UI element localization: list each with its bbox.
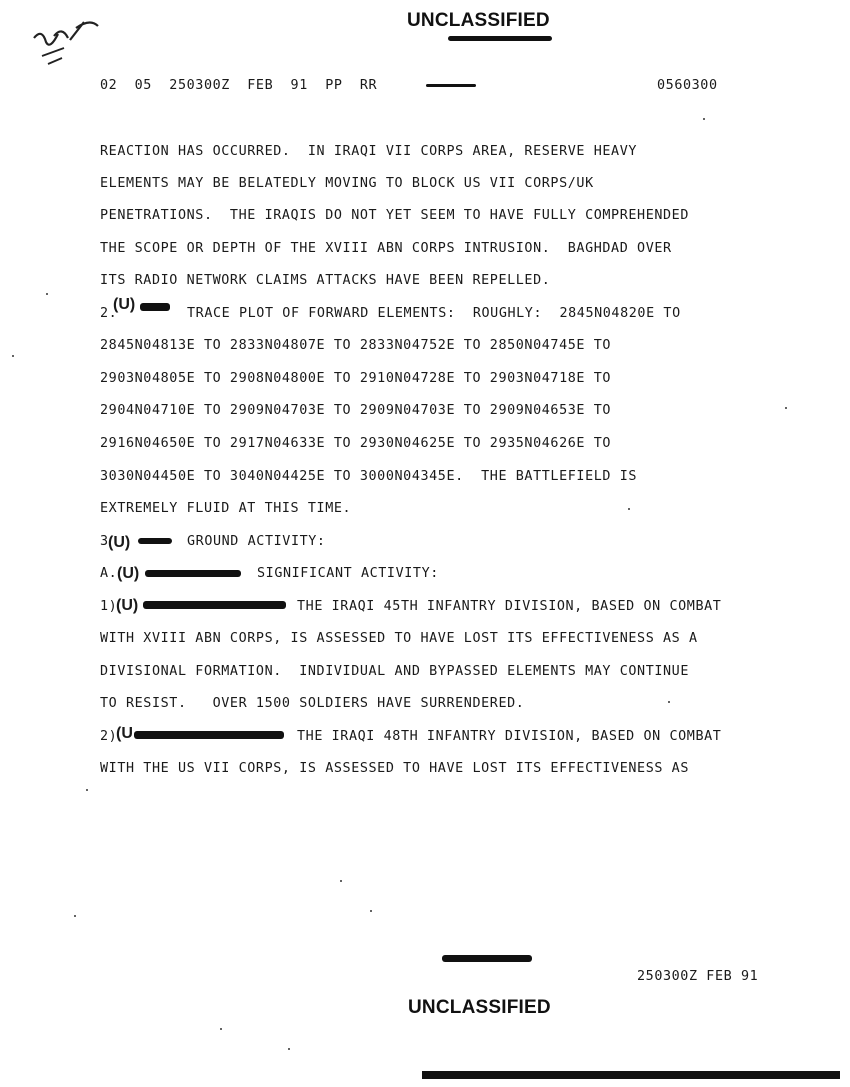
item-continuation: TO RESIST. OVER 1500 SOLDIERS HAVE SURRENDERED. [100, 696, 525, 711]
item-continuation: WITH XVIII ABN CORPS, IS ASSESSED TO HAVE LOST ITS EFFECTIVENESS AS A [100, 631, 698, 646]
dtg-line: 02 05 250300Z FEB 91 PP RR [100, 78, 378, 93]
classification-marking: (U [116, 725, 133, 742]
coord-line: 2904N04710E TO 2909N04703E TO 2909N04703E TO 2909N04653E TO [100, 403, 612, 418]
redaction-bar [138, 538, 172, 544]
scan-speck [46, 293, 48, 295]
coord-line: 2845N04813E TO 2833N04807E TO 2833N04752E TO 2850N04745E TO [100, 338, 612, 353]
scan-speck [74, 915, 76, 917]
scan-speck [703, 118, 705, 120]
redaction-bar-dtg [426, 84, 476, 87]
body-line: PENETRATIONS. THE IRAQIS DO NOT YET SEEM TO HAVE FULLY COMPREHENDED [100, 208, 690, 223]
item-number: 1) [100, 599, 118, 614]
coord-line: EXTREMELY FLUID AT THIS TIME. [100, 501, 352, 516]
redaction-bar-header [448, 36, 552, 41]
scan-speck [370, 910, 372, 912]
scan-speck [86, 789, 88, 791]
classification-marking: (U) [117, 565, 140, 582]
coord-line: 3030N04450E TO 3040N04425E TO 3000N04345E. THE BATTLEFIELD IS [100, 469, 638, 484]
redaction-bar [134, 731, 284, 739]
item-continuation: DIVISIONAL FORMATION. INDIVIDUAL AND BYPASSED ELEMENTS MAY CONTINUE [100, 664, 690, 679]
body-line: THE SCOPE OR DEPTH OF THE XVIII ABN CORPS INTRUSION. BAGHDAD OVER [100, 241, 672, 256]
redaction-bar [140, 303, 170, 311]
scan-speck [288, 1048, 290, 1050]
para-text: SIGNIFICANT ACTIVITY: [257, 566, 439, 581]
para-number: 3 [100, 534, 109, 549]
para-number: 2. [100, 306, 118, 321]
classification-marking: (U) [116, 597, 139, 614]
redaction-bar [143, 601, 286, 609]
scan-speck [628, 508, 630, 510]
footer-dtg: 250300Z FEB 91 [637, 969, 759, 984]
classification-footer: UNCLASSIFIED [408, 997, 551, 1018]
message-number: 0560300 [657, 78, 718, 93]
para-text: GROUND ACTIVITY: [187, 534, 326, 549]
coord-line: 2903N04805E TO 2908N04800E TO 2910N04728E TO 2903N04718E TO [100, 371, 612, 386]
redaction-bar-footer [442, 955, 532, 962]
classification-marking: (U) [113, 296, 136, 313]
para-text: TRACE PLOT OF FORWARD ELEMENTS: ROUGHLY: 2845N04820E TO [187, 306, 681, 321]
handwritten-initials [28, 12, 108, 72]
body-line: ELEMENTS MAY BE BELATEDLY MOVING TO BLOCK US VII CORPS/UK [100, 176, 594, 191]
scan-speck [220, 1028, 222, 1030]
item-text: THE IRAQI 45TH INFANTRY DIVISION, BASED ON COMBAT [297, 599, 722, 614]
scan-speck [785, 407, 787, 409]
redaction-bar [145, 570, 241, 577]
item-text: THE IRAQI 48TH INFANTRY DIVISION, BASED ON COMBAT [297, 729, 722, 744]
scan-speck [668, 701, 670, 703]
scan-edge-bar [422, 1071, 840, 1079]
para-number: A. [100, 566, 118, 581]
item-continuation: WITH THE US VII CORPS, IS ASSESSED TO HAVE LOST ITS EFFECTIVENESS AS [100, 761, 690, 776]
body-line: REACTION HAS OCCURRED. IN IRAQI VII CORPS AREA, RESERVE HEAVY [100, 144, 638, 159]
scan-speck [12, 355, 14, 357]
scan-speck [340, 880, 342, 882]
body-line: ITS RADIO NETWORK CLAIMS ATTACKS HAVE BEEN REPELLED. [100, 273, 551, 288]
classification-header: UNCLASSIFIED [407, 10, 550, 31]
item-number: 2) [100, 729, 118, 744]
coord-line: 2916N04650E TO 2917N04633E TO 2930N04625E TO 2935N04626E TO [100, 436, 612, 451]
classification-marking: (U) [108, 534, 131, 551]
